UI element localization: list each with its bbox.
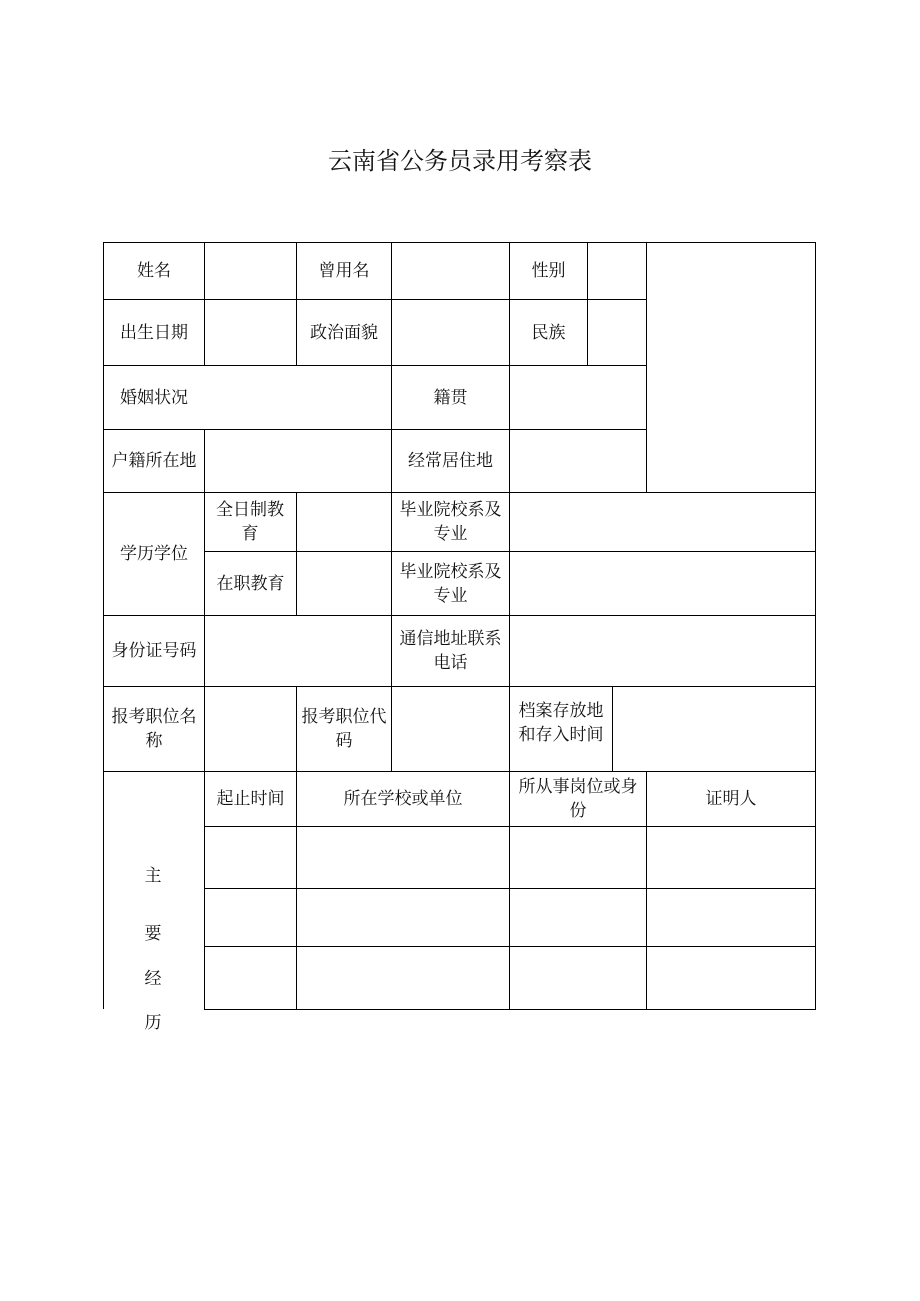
political-status-label: 政治面貌 [310,322,378,343]
full-time-edu-field[interactable] [297,493,391,551]
ethnicity-field[interactable] [588,300,646,365]
experience-job-field[interactable] [510,947,646,1009]
page-title: 云南省公务员录用考察表 [328,147,592,175]
contact-label: 通信地址联系电话 [399,629,502,673]
experience-witness-field[interactable] [647,827,815,888]
gender-field[interactable] [588,243,646,299]
school-major-1-label: 毕业院校系及专业 [399,500,502,544]
experience-label-char: 经 [144,969,162,989]
experience-period-field[interactable] [205,947,296,1009]
position-name-label: 报考职位名称 [111,707,197,751]
position-code-field[interactable] [392,687,509,771]
experience-unit-field[interactable] [297,827,509,888]
school-major-2-label: 毕业院校系及专业 [399,561,502,606]
school-unit-header: 所在学校或单位 [343,789,463,809]
experience-period-field[interactable] [205,889,296,946]
position-name-field[interactable] [205,687,296,771]
marital-status-field[interactable] [205,366,391,429]
experience-job-field[interactable] [510,827,646,888]
household-location-label: 户籍所在地 [111,451,197,471]
birth-date-label: 出生日期 [120,322,188,343]
gender-label: 性别 [531,261,566,281]
position-code-label: 报考职位代码 [301,707,387,751]
name-field[interactable] [205,243,296,299]
full-time-edu-label: 全日制教育 [216,500,284,544]
native-place-label: 籍贯 [433,387,468,408]
experience-unit-field[interactable] [297,947,509,1009]
former-name-label: 曾用名 [318,261,370,281]
experience-unit-field[interactable] [297,889,509,946]
birth-date-field[interactable] [205,300,296,365]
id-number-label: 身份证号码 [111,641,197,661]
marital-status-label: 婚姻状况 [120,387,188,408]
political-status-field[interactable] [392,300,509,365]
archive-field[interactable] [613,687,815,771]
experience-label-char: 历 [144,1013,162,1033]
id-number-field[interactable] [205,616,391,686]
table-border-right [815,242,816,1010]
former-name-field[interactable] [392,243,509,299]
household-location-field[interactable] [205,430,391,492]
job-identity-header: 所从事岗位或身份 [518,777,638,821]
ethnicity-label: 民族 [531,322,566,343]
period-header: 起止时间 [216,789,285,809]
experience-period-field[interactable] [205,827,296,888]
experience-label-char: 主 [144,866,162,886]
residence-field[interactable] [510,430,646,492]
school-major-1-field[interactable] [510,493,815,551]
residence-label: 经常居住地 [408,451,493,471]
part-time-edu-field[interactable] [297,552,391,615]
native-place-field[interactable] [510,366,646,429]
part-time-edu-label: 在职教育 [216,573,285,594]
witness-header: 证明人 [705,789,757,809]
experience-label-char: 要 [144,924,162,944]
archive-label: 档案存放地和存入时间 [518,701,604,745]
experience-job-field[interactable] [510,889,646,946]
row-line [204,1009,816,1010]
contact-field[interactable] [510,616,815,686]
school-major-2-field[interactable] [510,552,815,615]
education-label: 学历学位 [120,544,188,564]
experience-witness-field[interactable] [647,889,815,946]
experience-witness-field[interactable] [647,947,815,1009]
name-label: 姓名 [137,261,171,281]
photo-field[interactable] [647,243,815,492]
